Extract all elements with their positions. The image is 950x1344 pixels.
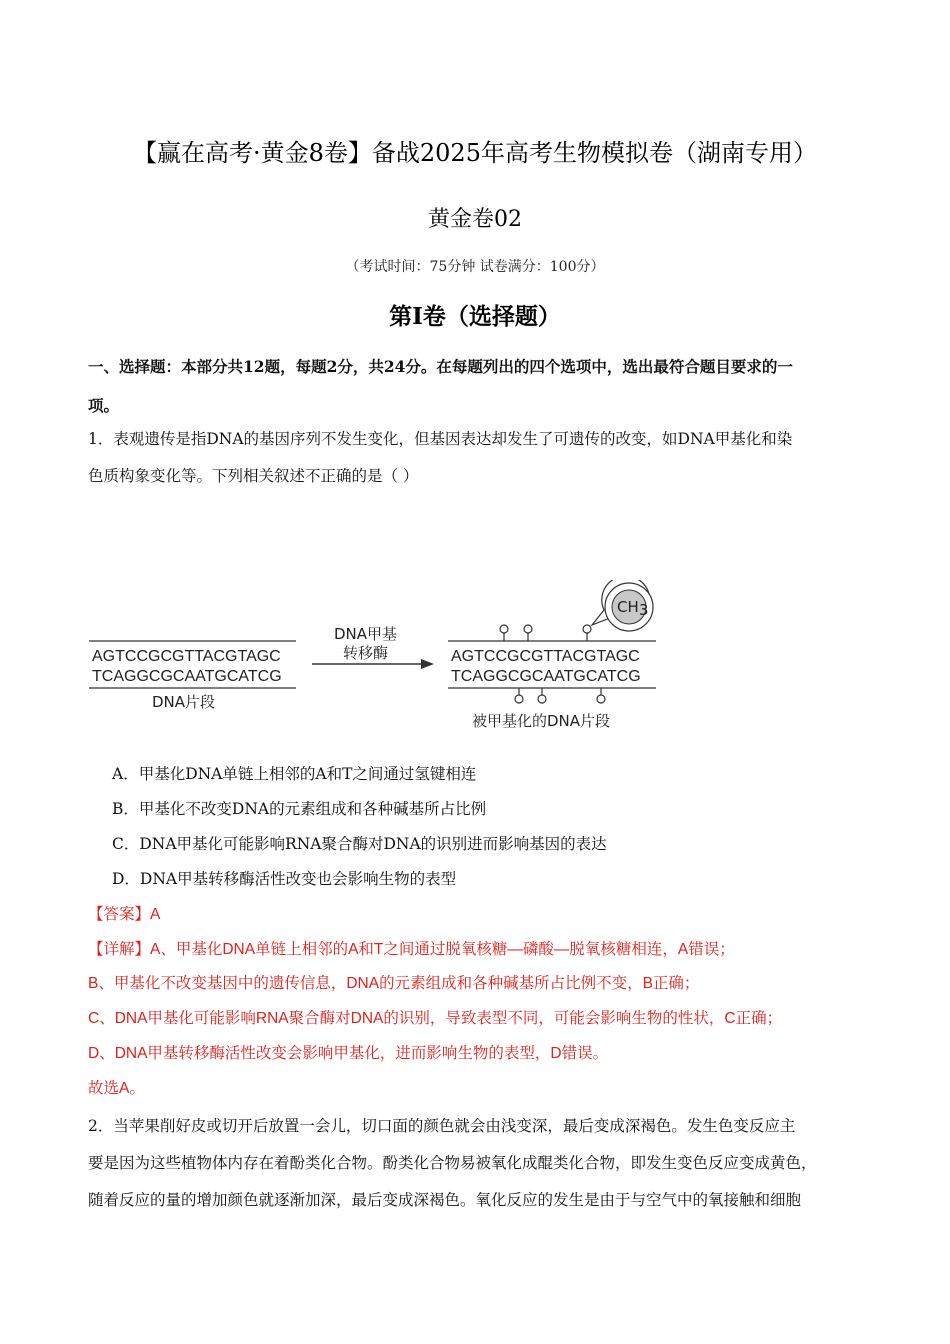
right-bottom-strand: TCAGGCGCAATGCATCG xyxy=(451,668,641,685)
exam-subtitle: 黄金卷02 xyxy=(428,207,522,232)
exam-title: 【赢在高考·黄金8卷】备战2025年高考生物模拟卷（湖南专用） xyxy=(133,139,817,167)
arrow-label-line2: 转移酶 xyxy=(343,644,389,662)
q1-stem-line1: 1．表观遗传是指DNA的基因序列不发生变化，但基因表达却发生了可遗传的改变，如DNA甲基化和染 xyxy=(88,430,793,448)
volume-title: 第I卷（选择题） xyxy=(389,303,561,330)
q2-stem-line1: 2．当苹果削好皮或切开后放置一会儿，切口面的颜色就会由浅变深，最后变成深褐色。发生色变反应主 xyxy=(88,1117,796,1135)
right-caption: 被甲基化的DNA片段 xyxy=(472,712,611,730)
q1-detail-line2: B、甲基化不改变基因中的遗传信息，DNA的元素组成和各种碱基所占比例不变，B正确； xyxy=(88,975,700,992)
arrow-label-line1: DNA甲基 xyxy=(334,625,398,643)
q1-option-b: B．甲基化不改变DNA的元素组成和各种碱基所占比例 xyxy=(112,800,487,818)
q1-option-d: D．DNA甲基转移酶活性改变也会影响生物的表型 xyxy=(112,870,457,888)
dna-methylation-figure xyxy=(84,580,684,740)
methyl-pin-bottom-2 xyxy=(538,695,546,703)
section-instruction-line1: 一、选择题：本部分共12题，每题2分，共24分。在每题列出的四个选项中，选出最符合题目要求的一 xyxy=(88,357,793,376)
methyl-subscript: 3 xyxy=(639,601,649,619)
q2-stem-line3: 随着反应的量的增加颜色就逐渐加深，最后变成深褐色。氧化反应的发生是由于与空气中的氧接触和细胞 xyxy=(88,1191,802,1209)
q1-answer xyxy=(88,904,868,925)
methyl-pin-top-1 xyxy=(500,625,508,633)
detail-label: 【详解】 xyxy=(88,940,151,958)
methyl-pin-bottom-3 xyxy=(597,695,605,703)
arrow-head xyxy=(421,659,434,669)
q1-detail-line1 xyxy=(88,939,868,960)
methyl-label: CH xyxy=(617,598,639,616)
methyl-pin-top-3 xyxy=(583,625,591,633)
q1-detail-line4: D、DNA甲基转移酶活性改变会影响甲基化，进而影响生物的表型，D错误。 xyxy=(88,1045,609,1062)
q1-option-c: C．DNA甲基化可能影响RNA聚合酶对DNA的识别进而影响基因的表达 xyxy=(112,835,607,853)
section-instruction-line2: 项。 xyxy=(88,396,120,415)
detail-text-a: A、甲基化DNA单链上相邻的A和T之间通过脱氧核糖—磷酸—脱氧核糖相连，A错误； xyxy=(150,941,735,958)
answer-value: A xyxy=(150,906,161,923)
left-top-strand: AGTCCGCGTTACGTAGC xyxy=(92,648,281,665)
q1-stem-line2: 色质构象变化等。下列相关叙述不正确的是（ ） xyxy=(88,467,419,485)
methyl-pin-bottom-1 xyxy=(515,695,523,703)
exam-info: （考试时间：75分钟 试卷满分：100分） xyxy=(345,259,605,275)
right-top-strand: AGTCCGCGTTACGTAGC xyxy=(451,648,640,665)
left-caption: DNA片段 xyxy=(152,693,216,711)
left-bottom-strand: TCAGGCGCAATGCATCG xyxy=(92,668,282,685)
methyl-pin-top-2 xyxy=(524,625,532,633)
answer-label: 【答案】 xyxy=(88,905,151,923)
q1-detail-line5: 故选A。 xyxy=(88,1080,145,1097)
q1-option-a: A．甲基化DNA单链上相邻的A和T之间通过氢键相连 xyxy=(112,765,477,783)
q2-stem-line2: 要是因为这些植物体内存在着酚类化合物。酚类化合物易被氧化成醌类化合物，即发生变色反应变成黄色， xyxy=(88,1154,817,1172)
q1-detail-line3: C、DNA甲基化可能影响RNA聚合酶对DNA的识别，导致表型不同，可能会影响生物的性状，C正确； xyxy=(88,1010,783,1027)
